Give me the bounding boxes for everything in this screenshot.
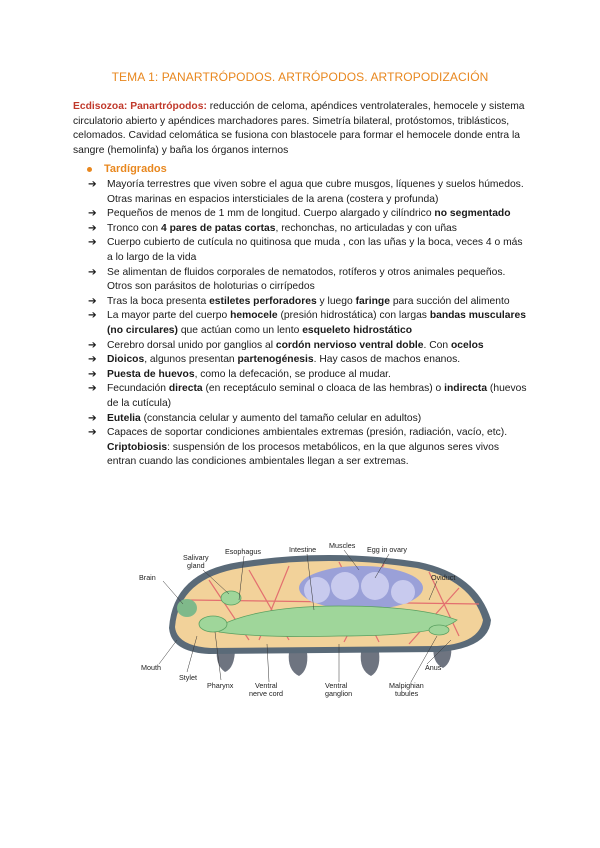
egg-4 [391,580,415,604]
list-item [88,222,528,237]
leg-2 [289,652,308,676]
text-run: Tras la boca presenta [107,295,210,307]
text-run: , algunos presentan [144,354,238,366]
label-mouth: Mouth [141,663,161,672]
label-intestine: Intestine [289,545,317,554]
list-item [88,207,528,222]
intro-text: reducción de celoma, apéndices ventrolaterales, hemocele y sistema circulatorio abierto y apéndices marchadores pares. Simetría bilateral, protóstomos, triblásticos, celomados. Cavidad celomática se fusiona con blastocele para formar el hemocele donde entra la sangre (hemolinfa) y baña los órganos internos [73,101,525,156]
arrow-bullet-icon: ➔ [88,339,97,351]
text-run: , rechonchas, no articuladas y con uñas [275,222,457,234]
label-tubules: tubules [395,689,419,698]
bold-text: cordón nervioso ventral doble [275,339,424,351]
text-run: Se alimentan de fluidos corporales de nematodos, rotíferos y otros animales pequeños. Otros son parásitos de holoturias o cirrípedos [107,266,506,293]
list-item [88,426,528,441]
label-ganglion: ganglion [325,689,353,698]
text-run: para succión del alimento [389,295,510,307]
bold-text: hemocele [230,310,278,322]
text-run: (presión hidrostática) con largas [277,310,430,322]
text-run: (constancia celular y aumento del tamaño celular en adultos) [140,412,422,424]
list-item [88,382,528,411]
section-heading [87,163,167,175]
arrow-bullet-icon: ➔ [88,310,97,322]
text-run: (huevos de la cutícula) [107,383,527,409]
label-nerve-cord: nerve cord [249,689,283,698]
list-item [88,309,528,338]
leader-brain [163,581,183,604]
list-item [88,295,528,310]
list-item [88,412,528,427]
label-pharynx: Pharynx [207,681,234,690]
pharynx [199,616,227,632]
label-brain: Brain [139,573,156,582]
intro-paragraph [73,100,533,158]
label-stylet: Stylet [179,673,197,682]
text-run: La mayor parte del cuerpo [107,310,231,322]
egg-3 [361,572,389,600]
label-anus: Anus [425,663,442,672]
list-item [88,236,528,265]
bold-text: bandas musculares (no circulares) [107,310,526,336]
bold-text: estiletes perforadores [209,295,317,307]
text-run: Mayoría terrestres que viven sobre el agua que cubre musgos, líquenes y suelos húmedos. Otras marinas en espacios intersticiales de la arena (costera y profunda) [107,179,524,205]
bold-text: 4 pares de patas cortas [161,222,276,234]
list-item [88,178,528,207]
label-esophagus: Esophagus [225,547,261,556]
label-egg-in-ovary: Egg in ovary [367,545,407,554]
arrow-bullet-icon: ➔ [88,412,97,424]
arrow-bullet-icon: ➔ [88,368,97,380]
salivary-gland [221,591,241,605]
bold-text: partenogénesis [237,354,314,366]
label-ventral-2: Ventral [325,681,348,690]
arrow-bullet-icon: ➔ [88,179,97,190]
arrow-bullet-icon: ➔ [88,295,97,307]
text-run: Fecundación [107,383,169,395]
bold-text: Criptobiosis [107,441,168,453]
arrow-bullet-icon: ➔ [88,266,97,278]
list-item [88,353,528,368]
text-run: : suspensión de los procesos metabólicos, en la que algunos seres vivos entran cuando las condiciones ambientales llegan a ser extremas. [107,441,500,468]
malpighian-tubule [429,625,449,635]
text-run: Pequeños de menos de 1 mm de longitud. Cuerpo alargado y cilíndrico [107,208,435,220]
text-run: que actúan como un lento [177,324,303,336]
section-title: Tardígrados [104,163,167,175]
bold-text: directa [168,383,203,395]
text-run: , como la defecación, se produce al mudar. [194,368,391,380]
label-muscles: Muscles [329,541,356,550]
list-item [88,368,528,383]
text-run: (en receptáculo seminal o cloaca de las hembras) o [202,383,445,395]
label-malpighian: Malpighian [389,681,424,690]
bold-text: esqueleto hidrostático [302,324,413,336]
label-oviduct: Oviduct [431,573,456,582]
leg-3 [361,652,380,676]
page-title: TEMA 1: PANARTRÓPODOS. ARTRÓPODOS. ARTROPODIZACIÓN [111,70,489,84]
label-gland: gland [187,561,205,570]
text-run: Capaces de soportar condiciones ambientales extremas (presión, radiación, vacío, etc). [107,427,508,439]
list-item [88,339,528,354]
text-run: Cuerpo cubierto de cutícula no quitinosa que muda , con las uñas y la boca, veces 4 o más a lo largo de la vida [107,237,523,263]
arrow-bullet-icon: ➔ [88,208,97,220]
tardigrade-anatomy-figure [139,540,525,715]
arrow-bullet-icon: ➔ [88,222,97,234]
bold-text: Puesta de huevos [107,368,195,380]
bold-text: ocelos [450,339,484,351]
bullet-dot-icon [87,167,92,172]
bold-text: Eutelia [107,412,141,424]
bold-text: faringe [355,295,390,307]
text-run: . Hay casos de machos enanos. [313,354,461,366]
arrow-bullet-icon: ➔ [88,383,97,395]
arrow-bullet-icon: ➔ [88,354,97,366]
leader-mouth [159,640,177,664]
criptobiosis-note [88,441,528,470]
label-salivary: Salivary [183,553,209,562]
text-run: y luego [316,295,356,307]
text-run: Tronco con [107,222,161,234]
list-item [88,266,528,295]
egg-1 [304,577,330,603]
arrow-bullet-icon: ➔ [88,237,97,249]
bullet-list [88,178,528,470]
bold-text: Dioicos [107,354,145,366]
brain [177,599,197,617]
arrow-bullet-icon: ➔ [88,427,97,439]
bold-text: no segmentado [434,208,511,220]
intro-heading: Ecdisozoa: Panartrópodos: [73,101,207,112]
text-run: Cerebro dorsal unido por ganglios al [107,339,276,351]
text-run: . Con [423,339,451,351]
label-ventral-1: Ventral [255,681,278,690]
egg-2 [331,572,359,600]
bold-text: indirecta [444,383,488,395]
